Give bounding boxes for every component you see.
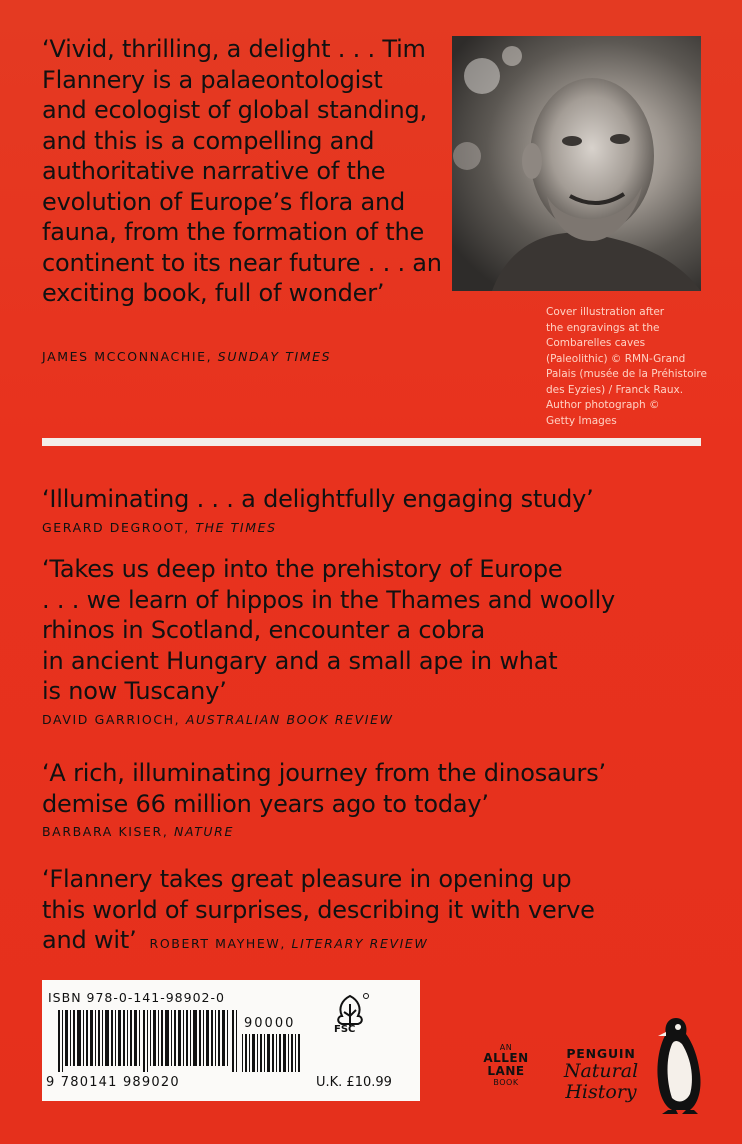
attribution-author: DAVID GARRIOCH, [42, 711, 181, 727]
divider [42, 438, 701, 446]
review-attribution [42, 823, 606, 841]
quote-line: and ecologist of global standing, [42, 96, 428, 124]
review [42, 758, 606, 841]
quote-line: and this is a compelling and [42, 126, 375, 155]
series-logo [556, 1046, 646, 1103]
imprint-allen: ALLEN [483, 1051, 529, 1065]
attribution-publication: LITERARY REVIEW [291, 936, 429, 951]
review-line: ‘Takes us deep into the prehistory of Europe [42, 555, 563, 583]
attribution-author: GERARD DEGROOT, [42, 519, 190, 535]
isbn-label: ISBN 978-0-141-98902-0 [48, 990, 225, 1005]
credit-line: (Paleolithic) © RMN-Grand [546, 352, 686, 365]
review-line: and wit’ [42, 926, 137, 954]
review-attribution [42, 711, 615, 729]
allen-lane-imprint [476, 1043, 536, 1087]
credit-line: the engravings at the [546, 321, 660, 334]
imprint-an: AN [499, 1043, 513, 1052]
review [42, 554, 615, 729]
attribution-publication: NATURE [174, 824, 234, 839]
review-line: this world of surprises, describing it with verve [42, 895, 595, 924]
credit-line: Combarelles caves [546, 337, 646, 349]
attribution-publication: AUSTRALIAN BOOK REVIEW [185, 711, 394, 727]
review-attribution [42, 519, 594, 537]
quote-line: exciting book, full of wonder’ [42, 279, 385, 307]
price: U.K. £10.99 [316, 1075, 392, 1090]
addon-barcode [242, 1034, 300, 1072]
penguin-logo-icon [650, 1014, 708, 1114]
ean-digits: 9 780141 989020 [46, 1075, 180, 1090]
credit-line: Author photograph © [546, 399, 660, 411]
barcode-panel [42, 980, 420, 1101]
attribution-author: BARBARA KISER, [42, 824, 169, 839]
series-line1: Natural [563, 1060, 639, 1082]
credit-line: Palais (musée de la Préhistoire [546, 368, 707, 380]
quote-line: evolution of Europe’s flora and [42, 187, 406, 216]
review-line: is now Tuscany’ [42, 677, 227, 705]
quote-line: continent to its near future . . . an [42, 248, 442, 277]
review-line: rhinos in Scotland, encounter a cobra [42, 616, 486, 644]
review-line: ‘Flannery takes great pleasure in opening up [42, 865, 572, 893]
review-line: demise 66 million years ago to today’ [42, 789, 489, 818]
imprint-book: BOOK [493, 1078, 519, 1087]
author-photo [452, 36, 701, 291]
review-line: ‘Illuminating . . . a delightfully engaging study’ [42, 485, 594, 513]
main-quote [42, 34, 452, 309]
cover-credit [546, 305, 716, 429]
attribution-publication: SUNDAY TIMES [217, 349, 332, 364]
review-line: . . . we learn of hippos in the Thames and woolly [42, 585, 616, 614]
addon-digits: 90000 [244, 1016, 296, 1031]
quote-line: ‘Vivid, thrilling, a delight . . . Tim [42, 35, 426, 63]
quote-line: fauna, from the formation of the [42, 218, 425, 246]
review [42, 864, 595, 960]
attribution-author: JAMES MCCONNACHIE, [42, 349, 213, 364]
series-line2: History [565, 1081, 637, 1103]
credit-line: Getty Images [546, 414, 617, 427]
attribution-publication: THE TIMES [195, 519, 277, 535]
attribution-author: ROBERT MAYHEW, [149, 936, 286, 951]
main-quote-attribution [42, 348, 331, 366]
quote-line: Flannery is a palaeontologist [42, 65, 383, 94]
review-line: ‘A rich, illuminating journey from the dinosaurs’ [42, 759, 606, 787]
quote-line: authoritative narrative of the [42, 157, 386, 185]
imprint-lane: LANE [487, 1064, 525, 1078]
series-brand: PENGUIN [566, 1046, 636, 1061]
fsc-label: FSC [334, 1024, 356, 1035]
review-line-with-attribution [42, 925, 595, 960]
ean-barcode [58, 1010, 240, 1072]
credit-line: des Eyzies) / Franck Raux. [546, 383, 684, 396]
credit-line: Cover illustration after [546, 306, 665, 318]
review-line: in ancient Hungary and a small ape in what [42, 646, 558, 675]
review [42, 484, 594, 537]
review-attribution [144, 936, 428, 951]
